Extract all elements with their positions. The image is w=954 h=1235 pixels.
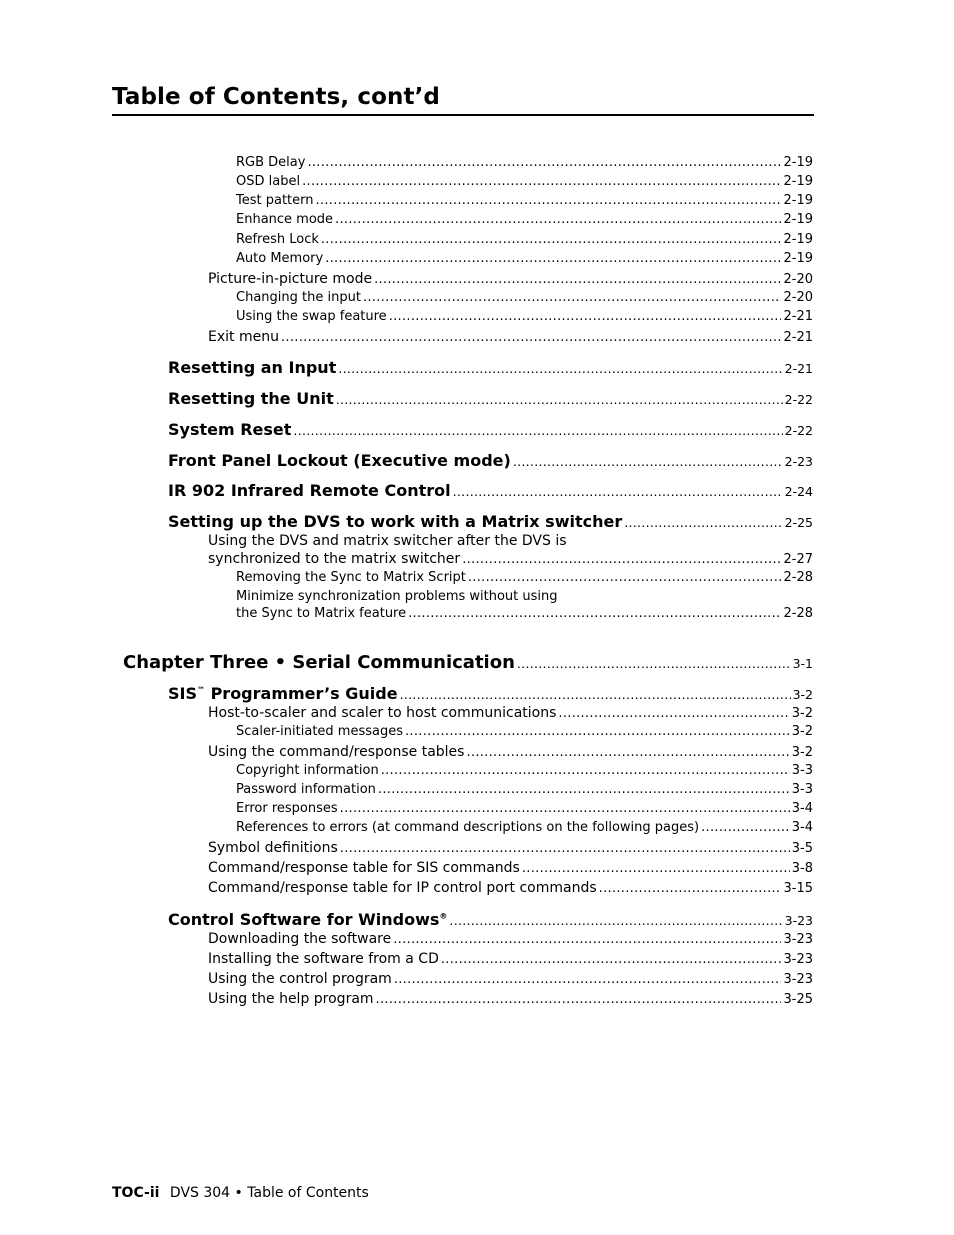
trademark-mark: ® (439, 911, 448, 921)
toc-entry-text: Removing the Sync to Matrix Script (236, 570, 466, 585)
toc-entry[interactable] (236, 212, 813, 227)
toc-entry-label (236, 212, 333, 227)
dot-leader (325, 251, 781, 266)
dot-leader (453, 484, 783, 499)
dot-leader (340, 841, 790, 856)
toc-entry-page: 2-21 (783, 309, 813, 324)
toc-entry-label (236, 589, 558, 604)
toc-entry-text: System Reset (168, 420, 292, 439)
toc-entry-text: Command/response table for IP control port commands (208, 880, 597, 896)
toc-entry-text: Downloading the software (208, 931, 392, 947)
dot-leader (363, 290, 782, 305)
toc-entry-page: 3-25 (783, 992, 813, 1007)
toc-entry-label (236, 155, 305, 170)
toc-entry-label (208, 271, 372, 287)
dot-leader (374, 272, 781, 287)
toc-entry-label (123, 652, 515, 673)
toc-entry-text: Using the help program (208, 991, 374, 1007)
toc-entry-label (168, 451, 511, 470)
toc-entry-label (236, 820, 699, 835)
dot-leader (522, 861, 790, 876)
toc-entry-text: Symbol definitions (208, 840, 338, 856)
toc-entry-label (236, 309, 387, 324)
toc-entry[interactable] (208, 951, 813, 967)
toc-entry-text: SIS (168, 684, 197, 703)
toc-entry-text: Using the DVS and matrix switcher after the DVS is (208, 533, 567, 549)
toc-entry-page: 3-2 (791, 745, 813, 760)
toc-entry-text: Enhance mode (236, 212, 334, 227)
toc-entry-text: Scaler-initiated messages (236, 724, 403, 739)
toc-entry-text: Picture-in-picture mode (208, 271, 373, 287)
dot-leader (338, 361, 782, 376)
toc-entry-label (208, 931, 391, 947)
toc-entry-page: 3-2 (792, 687, 813, 702)
dot-leader (393, 932, 781, 947)
toc-entry-label (168, 684, 398, 703)
toc-entry-text: Copyright information (236, 763, 379, 778)
toc-entry-page: 3-23 (784, 913, 813, 928)
toc-entry-text: Installing the software from a CD (208, 951, 439, 967)
toc-entry[interactable] (236, 251, 813, 266)
toc-entry[interactable] (208, 271, 813, 287)
toc-entry-page: 3-23 (783, 932, 813, 947)
toc-entry-text: Using the control program (208, 971, 392, 987)
toc-entry-label (208, 840, 338, 856)
toc-entry-label (168, 910, 447, 929)
dot-leader (335, 212, 781, 227)
toc-entry-text: Test pattern (236, 193, 314, 208)
toc-entry-label (236, 251, 323, 266)
toc-entry[interactable] (208, 860, 813, 876)
toc-entry-label (236, 606, 406, 621)
toc-entry-page: 3-1 (792, 656, 813, 671)
toc-entry[interactable] (208, 840, 813, 856)
toc-entry-page: 3-5 (791, 841, 813, 856)
toc-entry-text: Auto Memory (236, 251, 324, 266)
toc-entry-label (168, 420, 291, 439)
footer-page-number: TOC-ii (112, 1185, 160, 1201)
dot-leader (599, 881, 782, 896)
toc-entry[interactable] (208, 744, 813, 760)
footer-document-title: DVS 304 • Table of Contents (169, 1185, 369, 1201)
toc-entry[interactable] (236, 290, 813, 305)
toc-entry-page: 2-19 (783, 212, 813, 227)
toc-entry-label (236, 763, 379, 778)
toc-entry[interactable] (168, 684, 813, 703)
toc-entry-page: 3-23 (783, 972, 813, 987)
dot-leader (449, 913, 782, 928)
toc-entry-label (236, 193, 314, 208)
toc-entry-page: 2-20 (783, 272, 813, 287)
dot-leader (307, 155, 781, 170)
trademark-mark: ™ (197, 685, 205, 695)
toc-entry-label (236, 174, 300, 189)
toc-entry[interactable] (208, 880, 813, 896)
toc-entry-page: 2-19 (783, 193, 813, 208)
dot-leader (302, 174, 781, 189)
toc-entry-page: 2-19 (783, 155, 813, 170)
toc-entry-page: 2-28 (783, 570, 813, 585)
toc-entry[interactable] (236, 589, 813, 604)
toc-entry-text: Changing the input (236, 290, 361, 305)
toc-entry-text: IR 902 Infrared Remote Control (168, 481, 451, 500)
toc-entry-label (208, 971, 392, 987)
toc-entry[interactable] (168, 389, 813, 408)
toc-entry-label (208, 744, 464, 760)
toc-entry[interactable] (168, 451, 813, 470)
dot-leader (624, 515, 782, 530)
toc-entry[interactable] (208, 705, 813, 721)
dot-leader (389, 309, 782, 324)
toc-entry-page: 2-19 (783, 232, 813, 247)
toc-entry-page: 2-28 (783, 606, 813, 621)
toc-entry-page: 3-15 (783, 881, 813, 896)
toc-entry-text: Host-to-scaler and scaler to host communications (208, 705, 557, 721)
toc-entry[interactable] (168, 481, 813, 500)
toc-entry-text: Setting up the DVS to work with a Matrix switcher (168, 512, 623, 531)
dot-leader (376, 992, 782, 1007)
toc-entry-label (208, 533, 567, 549)
dot-leader (316, 193, 782, 208)
toc-entry[interactable] (168, 910, 813, 929)
toc-entry-text: Chapter Three • Serial Communication (123, 652, 515, 673)
toc-entry-label (236, 290, 361, 305)
toc-entry[interactable] (236, 801, 813, 816)
toc-entry-page: 3-2 (791, 706, 813, 721)
dot-leader (336, 392, 783, 407)
toc-entry-page: 2-25 (784, 515, 813, 530)
toc-entry[interactable] (236, 232, 813, 247)
page-title: Table of Contents, cont’d (112, 84, 440, 110)
toc-entry-label (168, 512, 622, 531)
toc-entry-text: RGB Delay (236, 155, 306, 170)
toc-entry-page: 2-19 (783, 251, 813, 266)
toc-entry[interactable] (208, 551, 813, 567)
toc-entry-page: 3-4 (791, 801, 813, 816)
toc-entry[interactable] (236, 763, 813, 778)
toc-entry-page: 2-22 (784, 423, 813, 438)
toc-entry-text: Password information (236, 782, 376, 797)
toc-entry-text: Resetting the Unit (168, 389, 334, 408)
toc-entry[interactable] (168, 512, 813, 531)
toc-entry-text: Command/response table for SIS commands (208, 860, 520, 876)
dot-leader (405, 724, 790, 739)
dot-leader (400, 687, 791, 702)
toc-entry-label (236, 724, 403, 739)
toc-entry-page: 2-21 (783, 330, 813, 345)
toc-entry[interactable] (236, 309, 813, 324)
toc-entry-text: Resetting an Input (168, 358, 337, 377)
toc-entry-label (208, 860, 520, 876)
toc-entry[interactable] (236, 782, 813, 797)
toc-entry-page: 2-19 (783, 174, 813, 189)
toc-entry[interactable] (236, 174, 813, 189)
page-footer (112, 1185, 369, 1201)
dot-leader (381, 763, 790, 778)
toc-entry-page: 3-3 (791, 782, 813, 797)
toc-entry-label (168, 358, 336, 377)
toc-entry-label (208, 551, 460, 567)
toc-entry[interactable] (236, 155, 813, 170)
toc-entry-text: Exit menu (208, 329, 279, 345)
toc-entry-label (208, 991, 374, 1007)
toc-entry-page: 3-8 (791, 861, 813, 876)
toc-entry-label (236, 801, 338, 816)
toc-entry-page: 3-4 (791, 820, 813, 835)
toc-entry-label (236, 570, 466, 585)
toc-entry-label (168, 481, 451, 500)
toc-entry-page: 3-23 (783, 952, 813, 967)
toc-entry-text-rest: Programmer’s Guide (205, 684, 398, 703)
toc-entry-label (208, 951, 439, 967)
toc-entry-page: 3-3 (791, 763, 813, 778)
toc-entry-page: 2-22 (784, 392, 813, 407)
toc-entry-text: the Sync to Matrix feature (236, 606, 407, 621)
dot-leader (293, 423, 782, 438)
dot-leader (517, 656, 791, 671)
dot-leader (340, 801, 790, 816)
toc-entry-label (236, 232, 319, 247)
toc-entry[interactable] (236, 193, 813, 208)
toc-entry-label (208, 880, 597, 896)
toc-entry-page: 2-24 (784, 484, 813, 499)
toc-entry[interactable] (168, 358, 813, 377)
toc-entry-label (208, 705, 556, 721)
dot-leader (394, 972, 782, 987)
toc-entry-page: 2-23 (784, 454, 813, 469)
toc-entry[interactable] (208, 533, 813, 549)
toc-entry[interactable] (208, 329, 813, 345)
dot-leader (321, 232, 782, 247)
toc-entry-text: synchronized to the matrix switcher (208, 551, 461, 567)
toc-entry-page: 2-27 (783, 552, 813, 567)
toc-entry-label (168, 389, 334, 408)
toc-entry-label (236, 782, 376, 797)
toc-entry[interactable] (208, 931, 813, 947)
dot-leader (468, 570, 782, 585)
dot-leader (513, 454, 783, 469)
toc-entry-page: 3-2 (791, 724, 813, 739)
toc-entry[interactable] (236, 820, 813, 835)
dot-leader (281, 330, 782, 345)
toc-entry[interactable] (168, 420, 813, 439)
dot-leader (408, 606, 781, 621)
dot-leader (701, 820, 790, 835)
dot-leader (462, 552, 781, 567)
toc-entry-label (208, 329, 279, 345)
toc-entry-text: Front Panel Lockout (Executive mode) (168, 451, 511, 470)
toc-entry-page: 2-20 (783, 290, 813, 305)
toc-entry[interactable] (208, 991, 813, 1007)
dot-leader (441, 952, 782, 967)
toc-entry[interactable] (123, 652, 813, 673)
toc-entry-text: OSD label (236, 174, 301, 189)
toc-entry-text: Refresh Lock (236, 232, 319, 247)
dot-leader (466, 745, 789, 760)
dot-leader (378, 782, 790, 797)
toc-entry[interactable] (236, 570, 813, 585)
toc-entry[interactable] (236, 724, 813, 739)
toc-entry-text: Minimize synchronization problems without using (236, 589, 558, 604)
toc-entry-text: Using the swap feature (236, 309, 387, 324)
toc-entry[interactable] (208, 971, 813, 987)
dot-leader (558, 706, 789, 721)
toc-entry-text: Using the command/response tables (208, 744, 465, 760)
toc-entry-text: Control Software for Windows (168, 910, 440, 929)
toc-entry[interactable] (236, 606, 813, 621)
toc-entry-page: 2-21 (784, 361, 813, 376)
toc-entry-text: Error responses (236, 801, 338, 816)
toc-entry-text: References to errors (at command descriptions on the following pages) (236, 820, 700, 835)
